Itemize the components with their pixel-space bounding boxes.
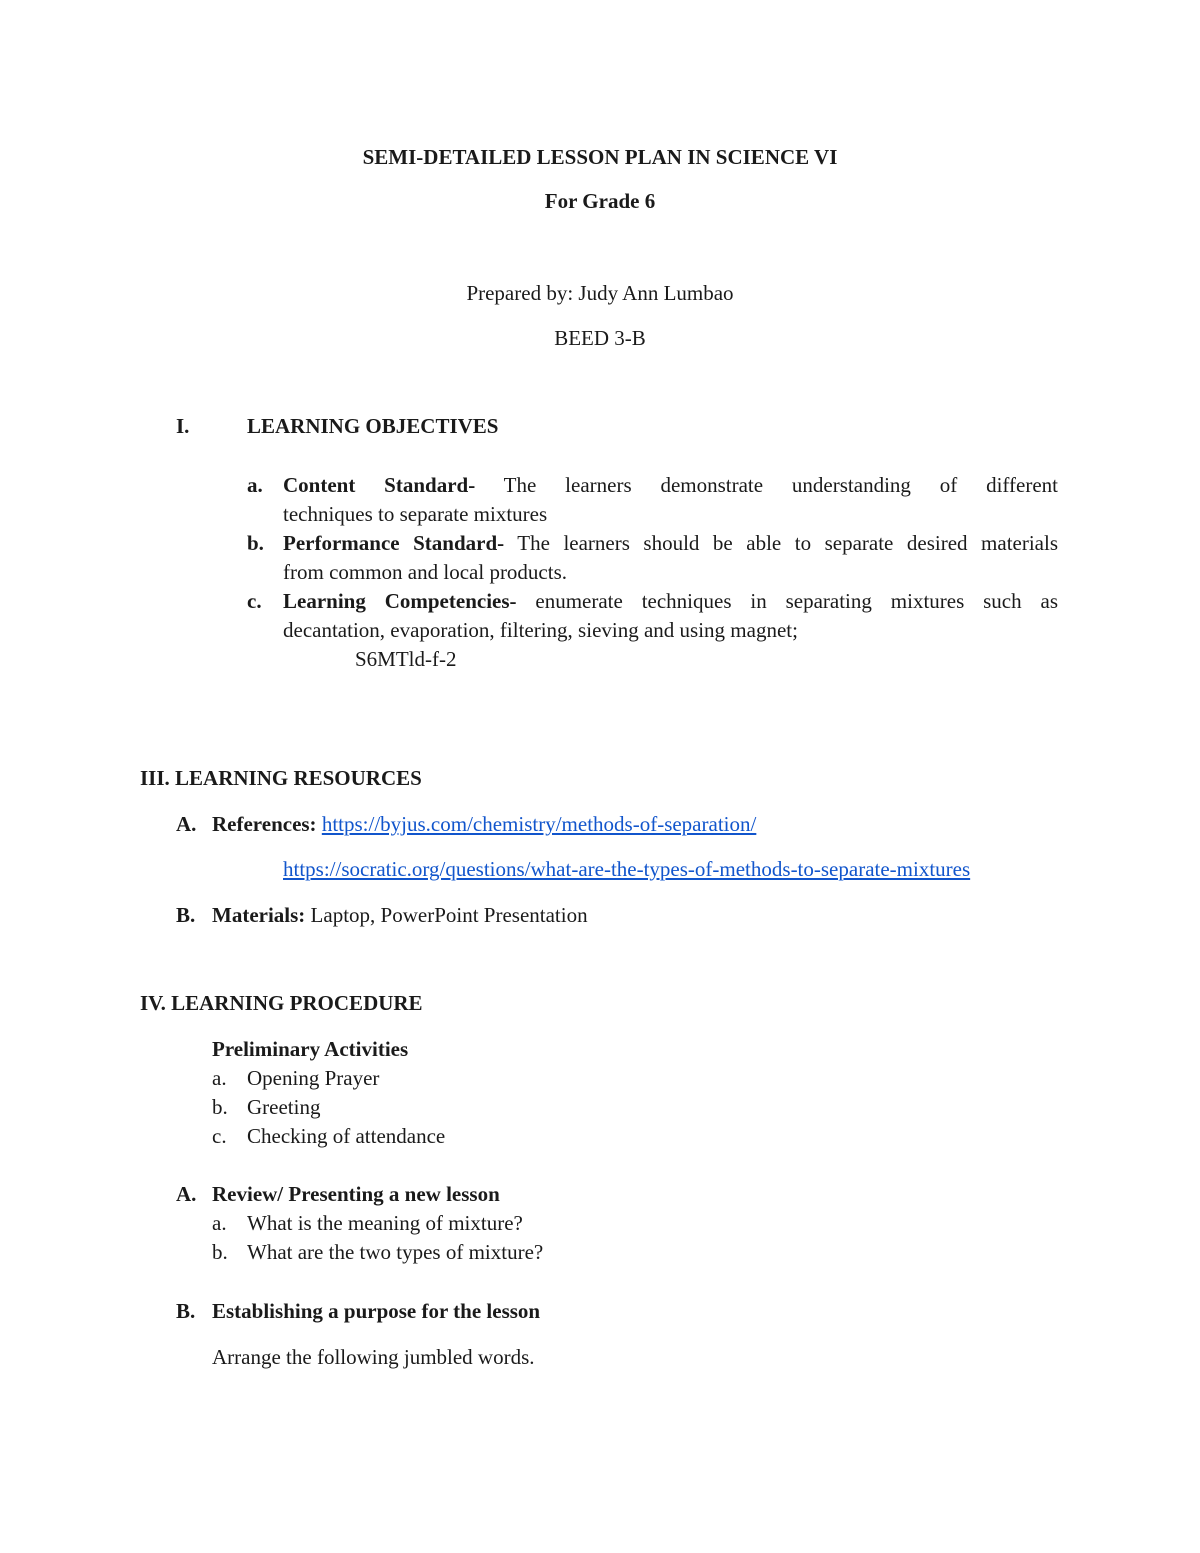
objective-b-line1 — [283, 531, 1058, 556]
grade-label: For Grade 6 — [544, 189, 656, 213]
preliminary-heading: Preliminary Activities — [212, 1037, 409, 1061]
reference-link-socratic[interactable]: https://socratic.org/questions/what-are-the-types-of-methods-to-separate-mixtures — [283, 857, 971, 881]
objective-b-text: The learners should be able to separate desired materials — [517, 531, 1059, 555]
references-label: References: — [212, 812, 317, 836]
preliminary-b-text: Greeting — [247, 1095, 321, 1119]
objectives-numeral: I. — [176, 414, 190, 438]
materials-line — [212, 903, 588, 928]
references-line — [212, 812, 756, 837]
objectives-heading: LEARNING OBJECTIVES — [247, 414, 499, 438]
references-marker: A. — [176, 812, 197, 836]
purpose-text: Arrange the following jumbled words. — [212, 1345, 535, 1369]
reference-link-2-wrapper — [283, 857, 970, 882]
resources-heading: III. LEARNING RESOURCES — [140, 766, 422, 790]
preliminary-a-text: Opening Prayer — [247, 1066, 380, 1090]
preliminary-b-marker: b. — [212, 1095, 228, 1119]
objective-c-line1 — [283, 589, 1058, 614]
objective-a-text: The learners demonstrate understanding of different — [503, 473, 1058, 497]
preliminary-c-text: Checking of attendance — [247, 1124, 446, 1148]
objective-c-text: enumerate techniques in separating mixtures such as — [535, 589, 1058, 613]
document-title: SEMI-DETAILED LESSON PLAN IN SCIENCE VI — [362, 145, 838, 169]
procedure-heading: IV. LEARNING PROCEDURE — [140, 991, 423, 1015]
review-a-text: What is the meaning of mixture? — [247, 1211, 523, 1235]
objective-b-marker: b. — [247, 531, 264, 555]
materials-marker: B. — [176, 903, 196, 927]
objective-a-line1 — [283, 473, 1058, 498]
materials-label: Materials: — [212, 903, 306, 927]
objective-a-marker: a. — [247, 473, 263, 497]
review-b-text: What are the two types of mixture? — [247, 1240, 544, 1264]
preliminary-c-marker: c. — [212, 1124, 227, 1148]
objective-b-line2: from common and local products. — [283, 560, 568, 584]
reference-link-byjus[interactable]: https://byjus.com/chemistry/methods-of-separation/ — [321, 812, 757, 836]
objective-c-marker: c. — [247, 589, 262, 613]
objective-a-line2: techniques to separate mixtures — [283, 502, 548, 526]
objective-c-label: Learning Competencies- — [283, 589, 517, 613]
purpose-marker: B. — [176, 1299, 196, 1323]
review-marker: A. — [176, 1182, 197, 1206]
prepared-by: Prepared by: Judy Ann Lumbao — [466, 281, 734, 305]
purpose-heading: Establishing a purpose for the lesson — [212, 1299, 541, 1323]
objective-c-line2: decantation, evaporation, filtering, sieving and using magnet; — [283, 618, 798, 642]
objective-a-label: Content Standard- — [283, 473, 476, 497]
objective-b-label: Performance Standard- — [283, 531, 505, 555]
preliminary-a-marker: a. — [212, 1066, 227, 1090]
review-heading: Review/ Presenting a new lesson — [212, 1182, 500, 1206]
review-b-marker: b. — [212, 1240, 228, 1264]
materials-text: Laptop, PowerPoint Presentation — [310, 903, 588, 927]
section-label: BEED 3-B — [554, 326, 646, 350]
review-a-marker: a. — [212, 1211, 227, 1235]
competency-code: S6MTld-f-2 — [355, 647, 457, 671]
